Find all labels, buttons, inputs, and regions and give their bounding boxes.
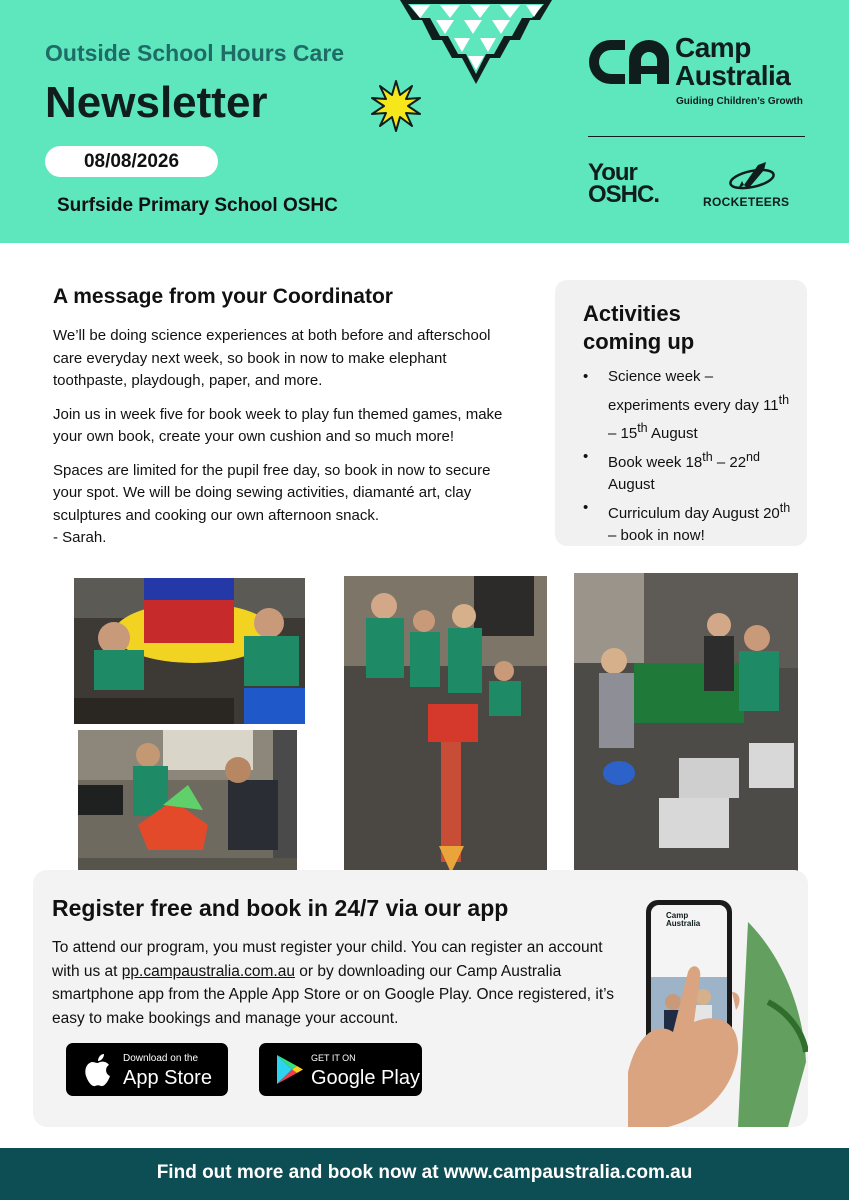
message-paragraph: Spaces are limited for the pupil free day, so book in now to secure your spot. We will be doing sewing activities, diamanté art, clay sculptures and cooking our own afternoon snack. (53, 461, 491, 524)
footer-banner (0, 1148, 849, 1200)
message-paragraph: We’ll be doing science experiences at both before and afterschool care everyday next week, so book in now to make elephant toothpaste, playdough, paper, and more. (53, 327, 491, 389)
google-play-icon (276, 1054, 304, 1085)
brand-line-1: Camp (675, 32, 751, 63)
app-store-small-label: Download on the (123, 1053, 199, 1064)
photo-children-magnetic-tiles (78, 730, 297, 877)
app-store-button[interactable] (66, 1043, 228, 1096)
registration-link[interactable]: pp.campaustralia.com.au (121, 962, 295, 980)
google-play-big-label: Google Play (311, 1067, 420, 1089)
phone-brand-line-2: Australia (666, 919, 701, 928)
app-store-big-label: App Store (123, 1067, 212, 1089)
google-play-small-label: GET IT ON (311, 1053, 356, 1063)
google-play-button[interactable] (259, 1043, 422, 1096)
message-signature: - Sarah. (53, 529, 107, 546)
footer-cta: Find out more and book now at www.campaustralia.com.au (156, 1162, 693, 1183)
brand-line-2: Australia (675, 60, 791, 91)
coordinator-heading: A message from your Coordinator (53, 285, 393, 308)
coordinator-message (53, 325, 503, 550)
newsletter-subtitle: Outside School Hours Care (45, 40, 345, 66)
starburst-graphic (370, 80, 422, 132)
register-heading: Register free and book in 24/7 via our app (52, 895, 509, 921)
list-item: • Curriculum day August 20th – book in now! (583, 497, 798, 548)
your-oshc-logo (588, 159, 660, 208)
activities-heading (583, 300, 783, 356)
camp-australia-wordmark (675, 34, 790, 90)
phone-brand-line-1: Camp (666, 911, 689, 920)
photo-children-building-blocks (74, 578, 305, 724)
list-item: • Book week 18th – 22nd August (583, 446, 798, 497)
brand-tagline: Guiding Children’s Growth (676, 96, 803, 107)
your-oshc-line-2: OSHC. (588, 181, 660, 208)
register-description: To attend our program, you must register your child. You can register an account with us at pp.campaustralia.com.au or by downloading our Camp Australia smartphone app from the Apple App Store or on Google Play. Once registered, it’s easy to make bookings and manage your account. (52, 939, 615, 1027)
newsletter-date: 08/08/2026 (45, 146, 218, 177)
activities-heading-line-2: coming up (583, 329, 695, 354)
triangle-pattern-graphic (400, 0, 552, 84)
camp-australia-logo-icon (585, 36, 673, 88)
photo-children-with-tile-runway (344, 576, 547, 873)
school-name: Surfside Primary School OSHC (57, 195, 338, 216)
rocket-icon (726, 159, 778, 193)
logo-divider (588, 136, 805, 137)
newsletter-title: Newsletter (45, 78, 268, 127)
phone-app-illustration (628, 882, 808, 1127)
activities-list (583, 366, 798, 548)
activities-panel (555, 280, 807, 546)
register-panel (33, 870, 808, 1127)
apple-icon (82, 1052, 114, 1088)
activities-heading-line-1: Activities (583, 301, 681, 326)
rocketeers-wordmark: ROCKETEERS (703, 195, 790, 209)
list-item: • Science week – experiments every day 11th – 15th August (583, 366, 798, 446)
header-banner (0, 0, 849, 243)
your-oshc-line-1: Your (588, 159, 637, 186)
message-paragraph: Join us in week five for book week to play fun themed games, make your own book, create your own cushion and so much more! (53, 405, 503, 445)
photo-children-lego-table (574, 573, 798, 871)
